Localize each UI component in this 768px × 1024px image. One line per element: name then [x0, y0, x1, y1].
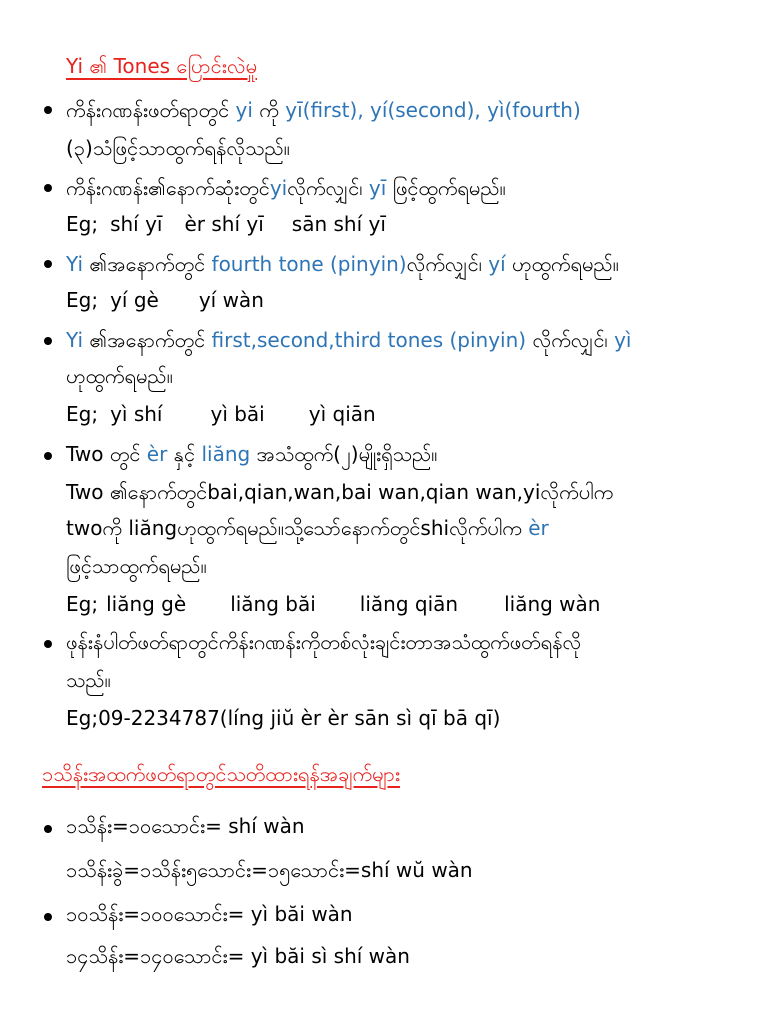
- bullet-6-line-1: ဖုန်းနံပါတ်ဖတ်ရာတွင်ကိန်းဂဏန်းကိုတစ်လုံးချင်းတာအသံထွက်ဖတ်ရန်လို: [66, 630, 582, 654]
- bullet-dot: [44, 640, 52, 648]
- bullet-3-line-1: Yi ၏အနောက်တွင် fourth tone (pinyin)လိုက်လျှင်၊ yí ဟုထွက်ရမည်။: [66, 252, 619, 276]
- bullet-5-line-2: Two ၏နောက်တွင်bai,qian,wan,bai wan,qian wan,yiလိုက်ပါက: [66, 480, 614, 504]
- bullet-4-example: Eg; yì shí yì băi yì qiān: [66, 402, 376, 426]
- bullet-4-line-1: Yi ၏အနောက်တွင် first,second,third tones (pinyin) လိုက်လျှင်၊ yì: [66, 328, 632, 352]
- bullet-6-example: Eg;09-2234787(líng jiŭ èr èr sān sì qī bā qī): [66, 706, 501, 730]
- lakh-item-2-line-2: ၁၄သိန်း=၁၄၀သောင်း= yì băi sì shí wàn: [66, 944, 410, 968]
- bullet-5-example: Eg; liăng gè liăng băi liăng qiān liăng wàn: [66, 592, 601, 616]
- bullet-dot: [44, 260, 52, 268]
- bullet-1-line-2: (၃)သံဖြင့်သာထွက်ရန်လိုသည်။: [66, 136, 290, 160]
- bullet-5-line-4: ဖြင့်သာထွက်ရမည်။: [66, 554, 207, 578]
- bullet-6-line-2: သည်။: [66, 668, 111, 692]
- bullet-5-line-3: twoကို liăngဟုထွက်ရမည်။သို့သော်နောက်တွင်shiလိုက်ပါက èr: [66, 516, 549, 540]
- bullet-dot: [44, 106, 52, 114]
- bullet-dot: [44, 913, 52, 921]
- bullet-2-line-1: ကိန်းဂဏန်း၏နောက်ဆုံးတွင်yiလိုက်လျှင်၊ yī ဖြင့်ထွက်ရမည်။: [66, 176, 506, 200]
- bullet-dot: [44, 337, 52, 345]
- lakh-item-1-line-1: ၁သိန်း=၁၀သောင်း= shí wàn: [66, 814, 305, 838]
- bullet-dot: [44, 184, 52, 192]
- section-heading-lakh: ၁သိန်းအထက်ဖတ်ရာတွင်သတိထားရန်အချက်များ: [42, 762, 400, 786]
- bullet-3-example: Eg; yí gè yí wàn: [66, 288, 264, 312]
- bullet-2-example: Eg; shí yī èr shí yī sān shí yī: [66, 212, 386, 236]
- bullet-5-line-1: Two တွင် èr နှင့် liăng အသံထွက်(၂)မျိုးရှိသည်။: [66, 442, 438, 466]
- bullet-4-line-2: ဟုထွက်ရမည်။: [66, 364, 173, 388]
- bullet-1-line-1: ကိန်းဂဏန်းဖတ်ရာတွင် yi ကို yī(first), yí(second), yì(fourth): [66, 98, 581, 122]
- lakh-item-2-line-1: ၁၀သိန်း=၁၀၀သောင်း= yì băi wàn: [66, 902, 353, 926]
- lakh-item-1-line-2: ၁သိန်းခွဲ=၁သိန်း၅သောင်း=၁၅သောင်း=shí wŭ wàn: [66, 858, 473, 882]
- bullet-dot: [44, 825, 52, 833]
- bullet-dot: [44, 452, 52, 460]
- section-heading-tones: Yi ၏ Tones ပြောင်းလဲမှု: [66, 54, 257, 78]
